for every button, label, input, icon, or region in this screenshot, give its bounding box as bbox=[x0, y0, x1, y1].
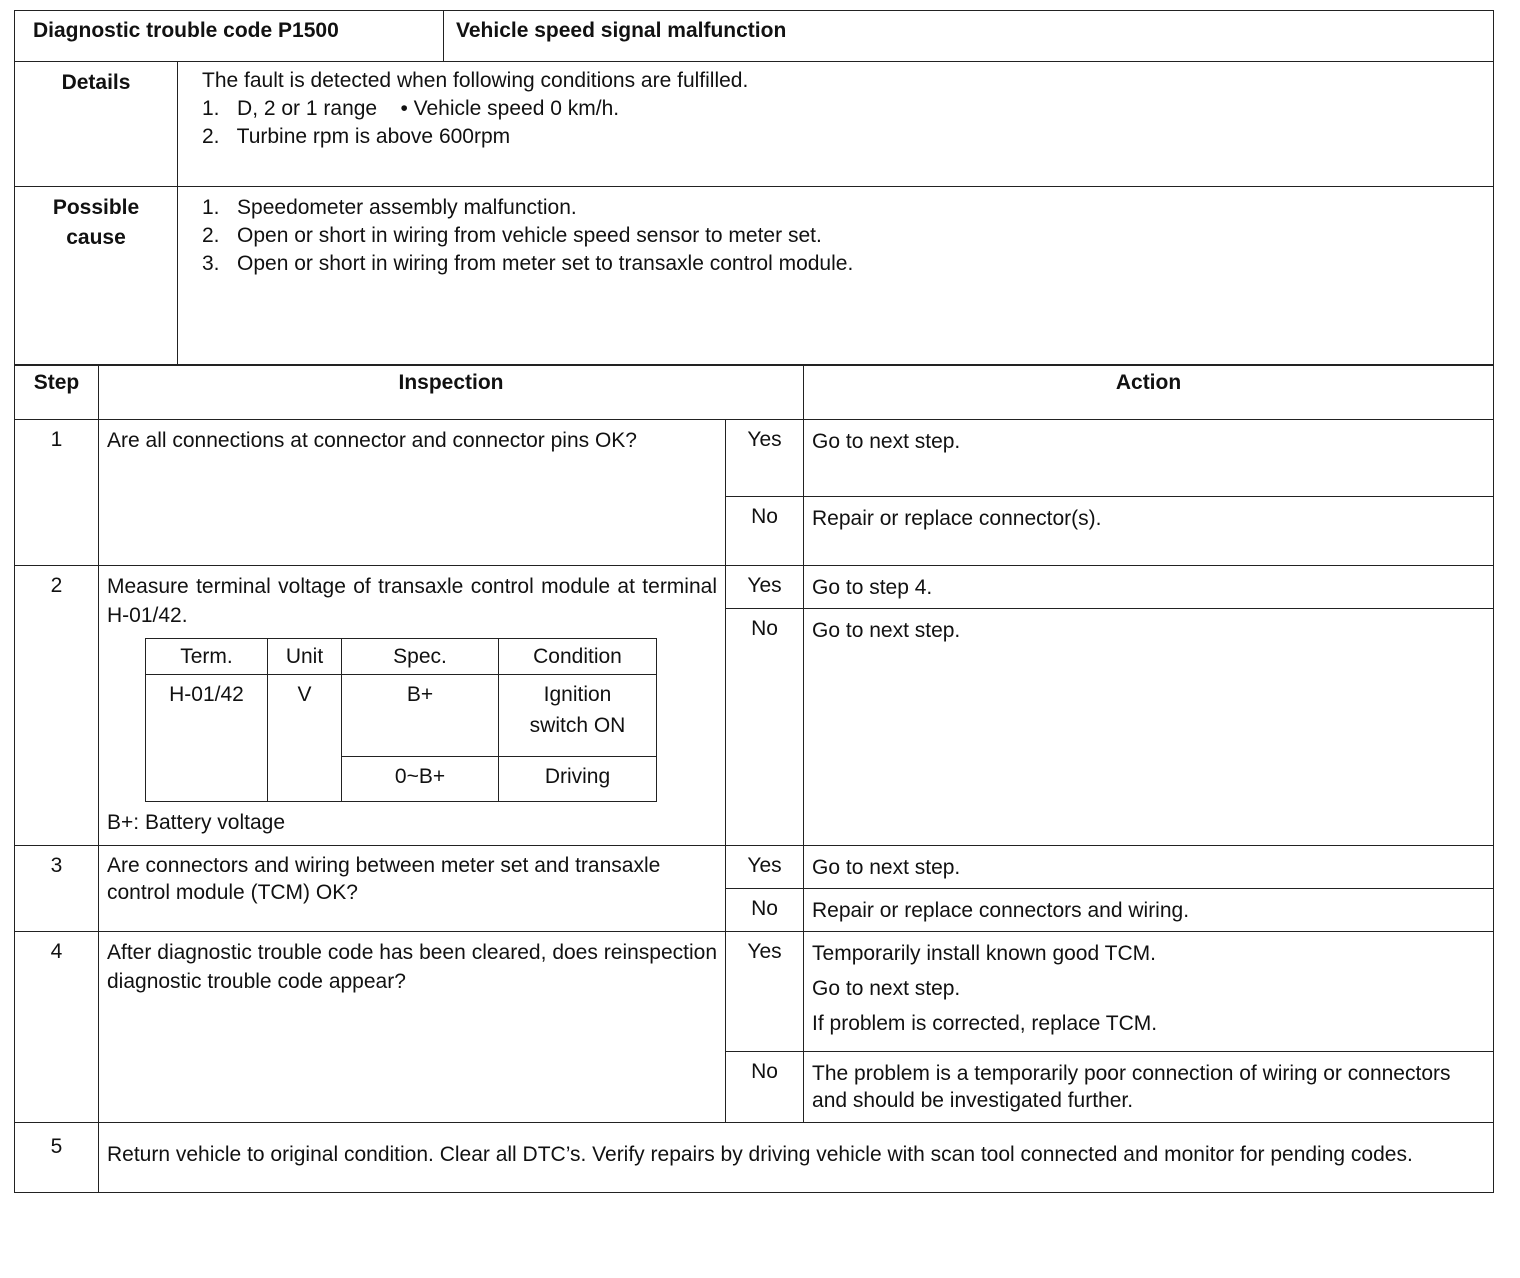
step-inspection-text: Measure terminal voltage of transaxle control module at terminal H-01/42. bbox=[107, 575, 717, 628]
step-row bbox=[15, 420, 1494, 497]
no-action: Repair or replace connector(s). bbox=[804, 497, 1494, 566]
step-number: 5 bbox=[15, 1123, 99, 1193]
spec-header-cell: Spec. bbox=[342, 639, 499, 675]
yes-label: Yes bbox=[726, 846, 804, 889]
step-number: 3 bbox=[15, 846, 99, 932]
step-inspection bbox=[99, 566, 726, 846]
step-column-header: Step bbox=[15, 365, 99, 420]
spec-table bbox=[145, 638, 657, 802]
step-inspection: Are connectors and wiring between meter set and transaxle control module (TCM) OK? bbox=[99, 846, 726, 932]
action-column-header: Action bbox=[804, 365, 1494, 420]
no-label: No bbox=[726, 497, 804, 566]
possible-cause-label bbox=[15, 187, 178, 366]
possible-cause-label-line: cause bbox=[66, 226, 126, 249]
step-inspection: Are all connections at connector and connector pins OK? bbox=[99, 420, 726, 566]
yes-action-line: If problem is corrected, replace TCM. bbox=[812, 1012, 1158, 1036]
spec-condition-line: Ignition bbox=[543, 683, 612, 707]
details-item-text: D, 2 or 1 range • Vehicle speed 0 km/h. bbox=[237, 97, 620, 120]
cause-item bbox=[202, 194, 1469, 222]
cause-item-number: 1. bbox=[202, 196, 220, 219]
step-row bbox=[15, 846, 1494, 889]
yes-label: Yes bbox=[726, 932, 804, 1052]
yes-label: Yes bbox=[726, 420, 804, 497]
step-row bbox=[15, 566, 1494, 609]
spec-terminal: H-01/42 bbox=[146, 675, 268, 802]
dtc-name: Vehicle speed signal malfunction bbox=[444, 11, 1494, 62]
step-number: 4 bbox=[15, 932, 99, 1123]
step-inspection: Return vehicle to original condition. Clear all DTC’s. Verify repairs by driving vehicle with scan tool connected and monitor for pending codes. bbox=[99, 1123, 1494, 1193]
inspection-column-header: Inspection bbox=[99, 365, 804, 420]
cause-item-text: Open or short in wiring from vehicle speed sensor to meter set. bbox=[237, 224, 822, 247]
step-number: 2 bbox=[15, 566, 99, 846]
cause-item-number: 2. bbox=[202, 224, 220, 247]
details-item-number: 1. bbox=[202, 97, 220, 120]
spec-condition-line: switch ON bbox=[529, 714, 626, 738]
cause-item-text: Open or short in wiring from meter set to transaxle control module. bbox=[237, 252, 854, 275]
yes-action: Go to next step. bbox=[804, 846, 1494, 889]
dtc-title-row bbox=[15, 11, 1494, 62]
no-label: No bbox=[726, 1052, 804, 1123]
steps-header-row bbox=[15, 365, 1494, 420]
spec-header-cell: Condition bbox=[499, 639, 657, 675]
dtc-code-label: Diagnostic trouble code P1500 bbox=[15, 11, 444, 62]
details-item-number: 2. bbox=[202, 125, 220, 148]
cause-item-text: Speedometer assembly malfunction. bbox=[237, 196, 577, 219]
step-inspection: After diagnostic trouble code has been cleared, does reinspection diagnostic trouble code appear? bbox=[99, 932, 726, 1123]
details-label: Details bbox=[15, 62, 178, 187]
step-row bbox=[15, 932, 1494, 1052]
details-row bbox=[15, 62, 1494, 187]
step-number: 1 bbox=[15, 420, 99, 566]
step-row bbox=[15, 1123, 1494, 1193]
spec-condition bbox=[499, 675, 657, 756]
details-intro: The fault is detected when following conditions are fulfilled. bbox=[202, 69, 749, 92]
yes-action bbox=[804, 932, 1494, 1052]
details-text bbox=[178, 62, 1494, 187]
possible-cause-label-line: Possible bbox=[52, 196, 140, 219]
spec-unit: V bbox=[268, 675, 342, 802]
diagnostic-sheet bbox=[14, 10, 1494, 1193]
spec-note: B+: Battery voltage bbox=[107, 811, 286, 835]
no-label: No bbox=[726, 609, 804, 846]
yes-label: Yes bbox=[726, 566, 804, 609]
cause-item bbox=[202, 250, 1469, 278]
spec-row bbox=[146, 675, 657, 756]
no-action: Repair or replace connectors and wiring. bbox=[804, 889, 1494, 932]
no-action: The problem is a temporarily poor connection of wiring or connectors and should be investigated further. bbox=[804, 1052, 1494, 1123]
details-item bbox=[202, 95, 1469, 123]
steps-table bbox=[14, 364, 1494, 1193]
no-action: Go to next step. bbox=[804, 609, 1494, 846]
possible-cause-text bbox=[178, 187, 1494, 366]
spec-value: 0~B+ bbox=[342, 756, 499, 802]
dtc-header-table bbox=[14, 10, 1494, 366]
cause-item-number: 3. bbox=[202, 252, 220, 275]
cause-item bbox=[202, 222, 1469, 250]
yes-action: Go to next step. bbox=[804, 420, 1494, 497]
details-item-text: Turbine rpm is above 600rpm bbox=[236, 125, 511, 148]
spec-condition: Driving bbox=[499, 756, 657, 802]
yes-action-line: Temporarily install known good TCM. bbox=[812, 942, 1156, 966]
possible-cause-row bbox=[15, 187, 1494, 366]
yes-action-line: Go to next step. bbox=[812, 977, 961, 1001]
spec-header-cell: Term. bbox=[146, 639, 268, 675]
spec-value: B+ bbox=[342, 675, 499, 756]
spec-header-row bbox=[146, 639, 657, 675]
yes-action: Go to step 4. bbox=[804, 566, 1494, 609]
spec-header-cell: Unit bbox=[268, 639, 342, 675]
no-label: No bbox=[726, 889, 804, 932]
details-item bbox=[202, 123, 1469, 151]
